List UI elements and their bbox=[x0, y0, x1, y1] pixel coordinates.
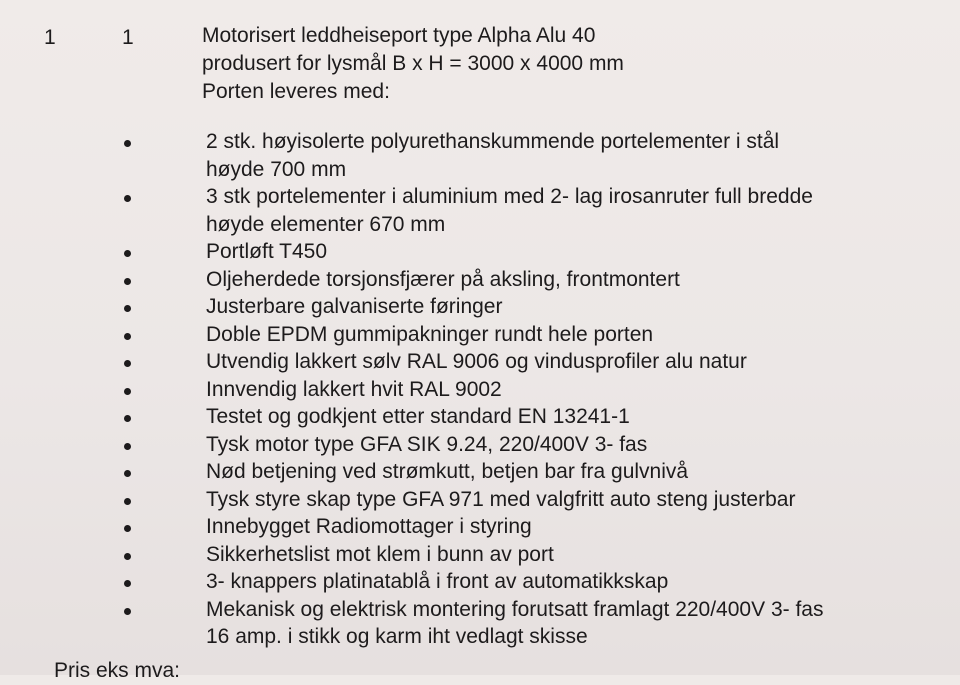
list-item-line: høyde elementer 670 mm bbox=[206, 212, 446, 236]
list-item bbox=[118, 596, 948, 651]
bullet-icon bbox=[124, 525, 131, 532]
list-item-line: 16 amp. i stikk og karm iht vedlagt skisse bbox=[206, 625, 588, 648]
list-item-line: Doble EPDM gummipakninger rundt hele porten bbox=[206, 322, 654, 346]
intro-line: produsert for lysmål B x H = 3000 x 4000 mm bbox=[202, 52, 624, 75]
list-item-line: 2 stk. høyisolerte polyurethanskummende portelementer i stål bbox=[206, 130, 780, 153]
list-item bbox=[118, 293, 948, 321]
list-item-line: Utvendig lakkert sølv RAL 9006 og vindusprofiler alu natur bbox=[206, 350, 747, 373]
list-item-line: Testet og godkjent etter standard EN 13241-1 bbox=[206, 405, 630, 428]
list-item-line: 3 stk portelementer i aluminium med 2- lag irosanruter full bredde bbox=[206, 185, 813, 208]
list-item bbox=[118, 238, 948, 266]
list-item bbox=[118, 568, 948, 596]
list-item-line: Tysk motor type GFA SIK 9.24, 220/400V 3- fas bbox=[206, 432, 648, 456]
position-number: 1 bbox=[44, 26, 56, 49]
list-item bbox=[118, 128, 948, 183]
intro-line: Motorisert leddheiseport type Alpha Alu 40 bbox=[202, 24, 596, 47]
list-item bbox=[118, 403, 948, 431]
specification-list bbox=[118, 128, 948, 651]
list-item bbox=[118, 431, 948, 459]
bullet-icon bbox=[124, 360, 131, 367]
list-item-line: Mekanisk og elektrisk montering forutsatt framlagt 220/400V 3- fas bbox=[206, 597, 824, 621]
list-item-line: 3- knappers platinatablå i front av automatikkskap bbox=[206, 570, 669, 593]
list-item-line: Tysk styre skap type GFA 971 med valgfritt auto steng justerbar bbox=[206, 487, 796, 511]
bullet-icon bbox=[124, 278, 131, 285]
list-item bbox=[118, 486, 948, 514]
quantity-number: 1 bbox=[122, 26, 134, 49]
item-description-intro bbox=[202, 22, 624, 106]
bullet-icon bbox=[124, 333, 131, 340]
list-item-line: Innvendig lakkert hvit RAL 9002 bbox=[206, 377, 502, 401]
bullet-icon bbox=[124, 608, 131, 615]
list-item bbox=[118, 348, 948, 376]
bullet-icon bbox=[124, 250, 131, 257]
list-item bbox=[118, 321, 948, 349]
list-item bbox=[118, 266, 948, 294]
list-item bbox=[118, 513, 948, 541]
price-label-partial: Pris eks mva: bbox=[54, 659, 181, 682]
bullet-icon bbox=[124, 580, 131, 587]
list-item bbox=[118, 458, 948, 486]
list-item-line: høyde 700 mm bbox=[206, 157, 347, 181]
list-item bbox=[118, 183, 948, 238]
list-item-line: Nød betjening ved strømkutt, betjen bar fra gulvnivå bbox=[206, 460, 689, 483]
bullet-icon bbox=[124, 195, 131, 202]
bullet-icon bbox=[124, 470, 131, 477]
list-item-line: Oljeherdede torsjonsfjærer på aksling, frontmontert bbox=[206, 267, 680, 291]
list-item-line: Justerbare galvaniserte føringer bbox=[206, 295, 503, 318]
bullet-icon bbox=[124, 388, 131, 395]
list-item bbox=[118, 541, 948, 569]
list-item-line: Innebygget Radiomottager i styring bbox=[206, 515, 532, 538]
bullet-icon bbox=[124, 415, 131, 422]
bullet-icon bbox=[124, 140, 131, 147]
bullet-icon bbox=[124, 553, 131, 560]
bullet-icon bbox=[124, 498, 131, 505]
list-item bbox=[118, 376, 948, 404]
list-item-line: Sikkerhetslist mot klem i bunn av port bbox=[206, 542, 554, 566]
intro-line: Porten leveres med: bbox=[202, 80, 390, 103]
list-item-line: Portløft T450 bbox=[206, 240, 327, 263]
bullet-icon bbox=[124, 443, 131, 450]
bullet-icon bbox=[124, 305, 131, 312]
